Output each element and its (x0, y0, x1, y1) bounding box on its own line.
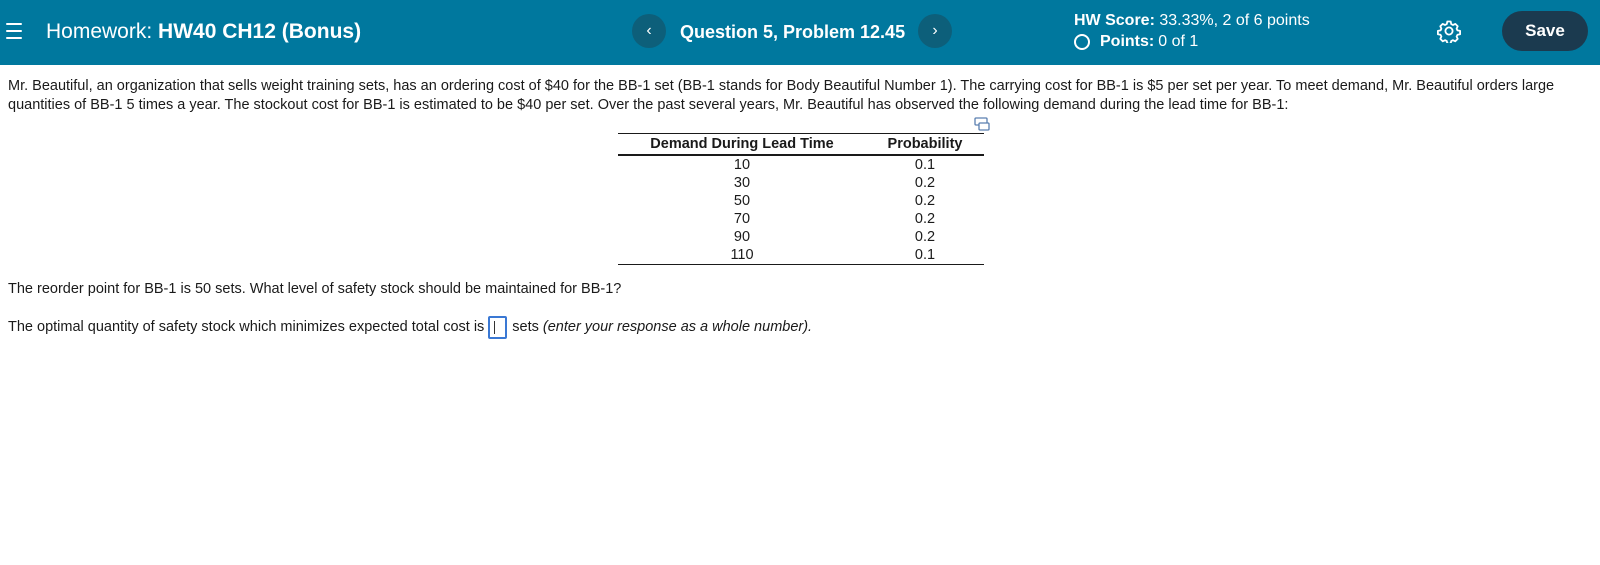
gear-icon[interactable] (1437, 19, 1461, 43)
chevron-right-icon: › (932, 22, 938, 39)
reorder-question: The reorder point for BB-1 is 50 sets. What level of safety stock should be maintained for BB-1? (8, 281, 622, 297)
question-title: Question 5, Problem 12.45 (680, 22, 906, 42)
demand-probability-table (618, 133, 984, 265)
problem-content (8, 77, 1593, 115)
table-row (618, 246, 984, 265)
column-header-probability: Probability (866, 134, 984, 155)
table-row (618, 210, 984, 228)
demand-cell: 70 (733, 210, 751, 227)
expand-table-icon[interactable] (974, 117, 990, 131)
probability-cell: 0.2 (914, 210, 936, 227)
column-header-demand: Demand During Lead Time (618, 134, 866, 155)
homework-name: HW40 CH12 (Bonus) (158, 20, 362, 43)
table-row (618, 228, 984, 246)
demand-cell: 50 (733, 192, 751, 209)
hw-score (1074, 11, 1310, 31)
answer-line (8, 315, 812, 339)
probability-cell: 0.2 (914, 174, 936, 191)
table-row (618, 192, 984, 210)
demand-cell: 10 (733, 156, 751, 173)
demand-cell: 90 (733, 228, 751, 245)
circle-icon (1074, 34, 1090, 50)
menu-icon[interactable] (6, 21, 22, 41)
homework-label: Homework: (46, 20, 153, 43)
next-question-button[interactable] (918, 14, 952, 48)
save-button[interactable]: Save (1502, 11, 1588, 51)
probability-cell: 0.1 (866, 246, 984, 265)
hw-score-label: HW Score: (1074, 12, 1155, 29)
hw-score-value: 33.33%, 2 of 6 points (1159, 12, 1310, 29)
table-row (618, 155, 984, 174)
probability-cell: 0.2 (914, 228, 936, 245)
demand-cell: 30 (733, 174, 751, 191)
safety-stock-answer-input[interactable] (488, 316, 507, 339)
answer-hint: (enter your response as a whole number). (542, 319, 813, 335)
answer-suffix: sets (512, 319, 539, 335)
previous-question-button[interactable] (632, 14, 666, 48)
problem-statement: Mr. Beautiful, an organization that sells weight training sets, has an ordering cost of $40 for the BB-1 set (BB-1 stands for Body Beautiful Number 1). The carrying cost for BB-1 is $5 per set per year. To meet demand, Mr. Beautiful orders large quantities of BB-1 5 times a year. The stockout cost for BB-1 is estimated to be $40 per set. Over the past several years, Mr. Beautiful has observed the following demand during the lead time for BB-1: (8, 78, 1555, 113)
demand-cell: 110 (618, 246, 866, 265)
top-bar (0, 0, 1600, 65)
table-row (618, 174, 984, 192)
points-status (1074, 32, 1198, 52)
probability-cell: 0.1 (914, 156, 936, 173)
homework-title (46, 19, 361, 45)
points-label: Points: (1100, 33, 1155, 50)
answer-prefix: The optimal quantity of safety stock which minimizes expected total cost is (8, 319, 485, 335)
probability-cell: 0.2 (914, 192, 936, 209)
points-value: 0 of 1 (1158, 33, 1199, 50)
chevron-left-icon: ‹ (646, 22, 652, 39)
